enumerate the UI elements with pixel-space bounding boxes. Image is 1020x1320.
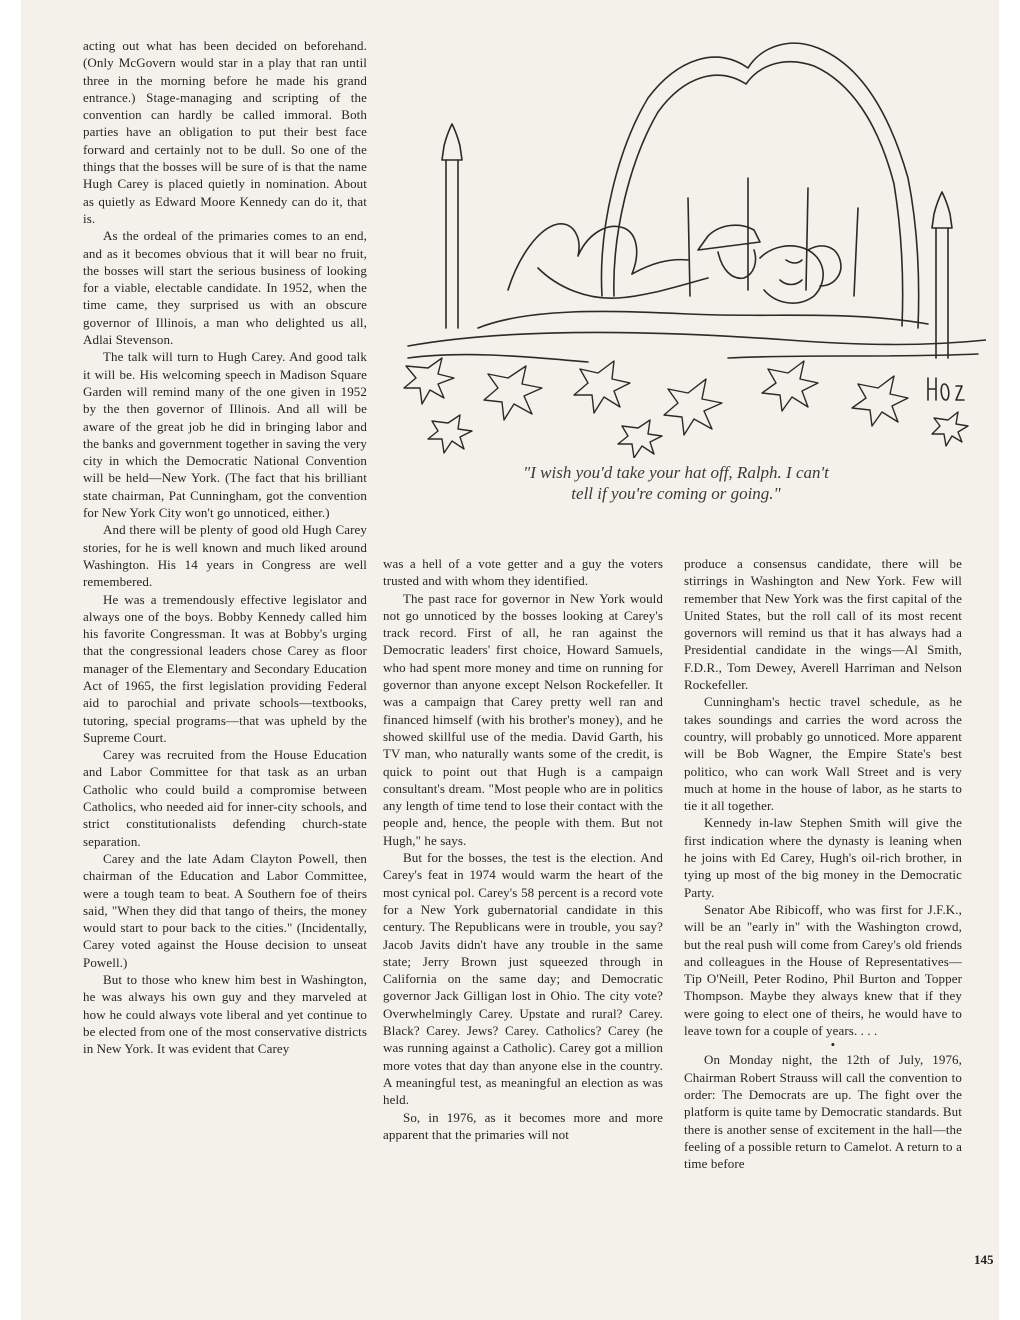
paragraph: And there will be plenty of good old Hugh Carey stories, for he is well known and much liked around Washington. His 14 years in Congress are well remembered. [83,522,367,590]
paragraph: Senator Abe Ribicoff, who was first for J.F.K., will be an "early in" with the Washington crowd, but the real push will come from Carey's old friends and colleagues in the House of Representatives—Tip O'Neill, Peter Rodino, Phil Burton and Topper Thompson. Maybe they always knew that if they were going to elect one of theirs, he would have to leave town for a couple of years. . . . [684,901,962,1039]
paragraph: was a hell of a vote getter and a guy the voters trusted and with whom they identified. [383,556,663,589]
text-column-2 [383,555,663,1143]
paragraph: acting out what has been decided on beforehand. (Only McGovern would star in a play that ran until three in the morning before he made his grand entrance.) Stage-managing and scripting of the convention can hardly be called immoral. Both parties have an obligation to put their best face forward and certainly not to be dull. So one of the things that the bosses will be sure of is that the name Hugh Carey is placed quietly in nomination. About as quietly as Edward Moore Kennedy can do it, that is. [83,38,367,226]
text-column-3 [684,555,962,1172]
magazine-page [21,0,999,1320]
text-column-1 [83,37,367,1058]
paragraph: Carey and the late Adam Clayton Powell, then chairman of the Education and Labor Committee, were a tough team to beat. A Southern foe of theirs said, "When they did that tango of theirs, the money would start to pour back to the cities." (Incidentally, Carey voted against the House decision to unseat Powell.) [83,850,367,970]
paragraph: The talk will turn to Hugh Carey. And good talk it will be. His welcoming speech in Madison Square Garden will remind many of the one given in 1952 by the then governor of Illinois. And all will be aware of the great job he did in bringing labor and the banks and government together in saving the very city in which the Democratic National Convention will be held—New York. (The fact that his brilliant state chairman, Pat Cunningham, got the convention for New York City won't go unnoticed, either.) [83,349,367,521]
paragraph: But to those who knew him best in Washington, he was always his own guy and they marveled at how he could always vote liberal and yet continue to be elected from one of the most conservative districts in New York. It was evident that Carey [83,972,367,1057]
paragraph: So, in 1976, as it becomes more and more apparent that the primaries will not [383,1109,663,1142]
paragraph: He was a tremendously effective legislator and always one of the boys. Bobby Kennedy called him his favorite Congressman. It was at Bobby's urging that the congressional leaders chose Carey as floor manager of the Elementary and Secondary Education Act of 1965, the first legislation providing Federal aid to parochial and private schools—textbooks, tutoring, special programs—that was upheld by the Supreme Court. [83,591,367,745]
section-break: • [830,1037,836,1053]
paragraph: The past race for governor in New York would not go unnoticed by the bosses looking at Carey's track record. First of all, he ran against the Democratic leaders' first choice, Howard Samuels, who had spent more money and time on running for governor than anyone except Nelson Rockefeller. It was a campaign that Carey pretty well ran and financed himself (with his brother's money), and he showed skillful use of the media. David Garth, his TV man, who naturally wants some of the credit, is quick to point out that Hugh is a campaign consultant's dream. "Most people who are in politics any length of time tend to lose their contact with the people and, hence, the people with them. But not Hugh," he says. [383,590,663,848]
paragraph: produce a consensus candidate, there will be stirrings in Washington and New York. Few will remember that New York was the first capital of the United States, but the roll call of its most recent governors will remind us that it has always had a Presidential candidate in the wings—Al Smith, F.D.R., Tom Dewey, Averell Harriman and Nelson Rockefeller. [684,556,962,693]
paragraph: As the ordeal of the primaries comes to an end, and as it becomes obvious that it will bear no fruit, the bosses will start the serious business of looking for a viable, electable candidate. In 1952, when the time came, they surprised us with an obscure governor of Illinois, a man who delighted us all, Adlai Stevenson. [83,228,367,348]
caption-line: tell if you're coming or going." [571,484,781,503]
paragraph: On Monday night, the 12th of July, 1976, Chairman Robert Strauss will call the convention to order: The Democrats are up. The fight over the platform is quite tame by Democratic standards. But there is another sense of excitement in the hall—the feeling of a possible return to Camelot. A return to a time before [684,1052,962,1172]
cartoon-caption [441,462,911,504]
caption-line: "I wish you'd take your hat off, Ralph. I can't [523,463,829,482]
paragraph: But for the bosses, the test is the election. And Carey's feat in 1974 would warm the heart of the most cynical pol. Carey's 58 percent is a record vote for a New York gubernatorial candidate in this century. The Republicans were in trouble, you say? Jacob Javits didn't have any trouble in the same state; Jerry Brown just squeezed through in California on the same day; and Democratic governor Jack Gilligan lost in Ohio. The city vote? Overwhelmingly Carey. Upstate and rural? Carey. Black? Carey. Jews? Carey. Catholics? Carey (he was running against a Catholic). Carey got a million more votes that day than anyone else in the country. A meaningful test, as meaningful an election as was held. [383,850,663,1108]
paragraph: Carey was recruited from the House Education and Labor Committee for that task as an urban Catholic who could build a compromise between Catholics, who needed aid for inner-city schools, and strict constitutionalists defending church-state separation. [83,747,367,849]
paragraph: Kennedy in-law Stephen Smith will give the first indication where the dynasty is leaning when he joins with Ed Carey, Hugh's oil-rich brother, in tying up most of the big money in the Democratic Party. [684,815,962,900]
page-number: 145 [974,1252,994,1267]
paragraph: Cunningham's hectic travel schedule, as he takes soundings and carries the word across the country, will probably go unnoticed. More apparent will be Bob Wagner, the Empire State's best politico, who can work Wall Street and is very much at home in the house of labor, as he starts to tie it all together. [684,694,962,814]
cartoon-illustration [388,28,986,458]
